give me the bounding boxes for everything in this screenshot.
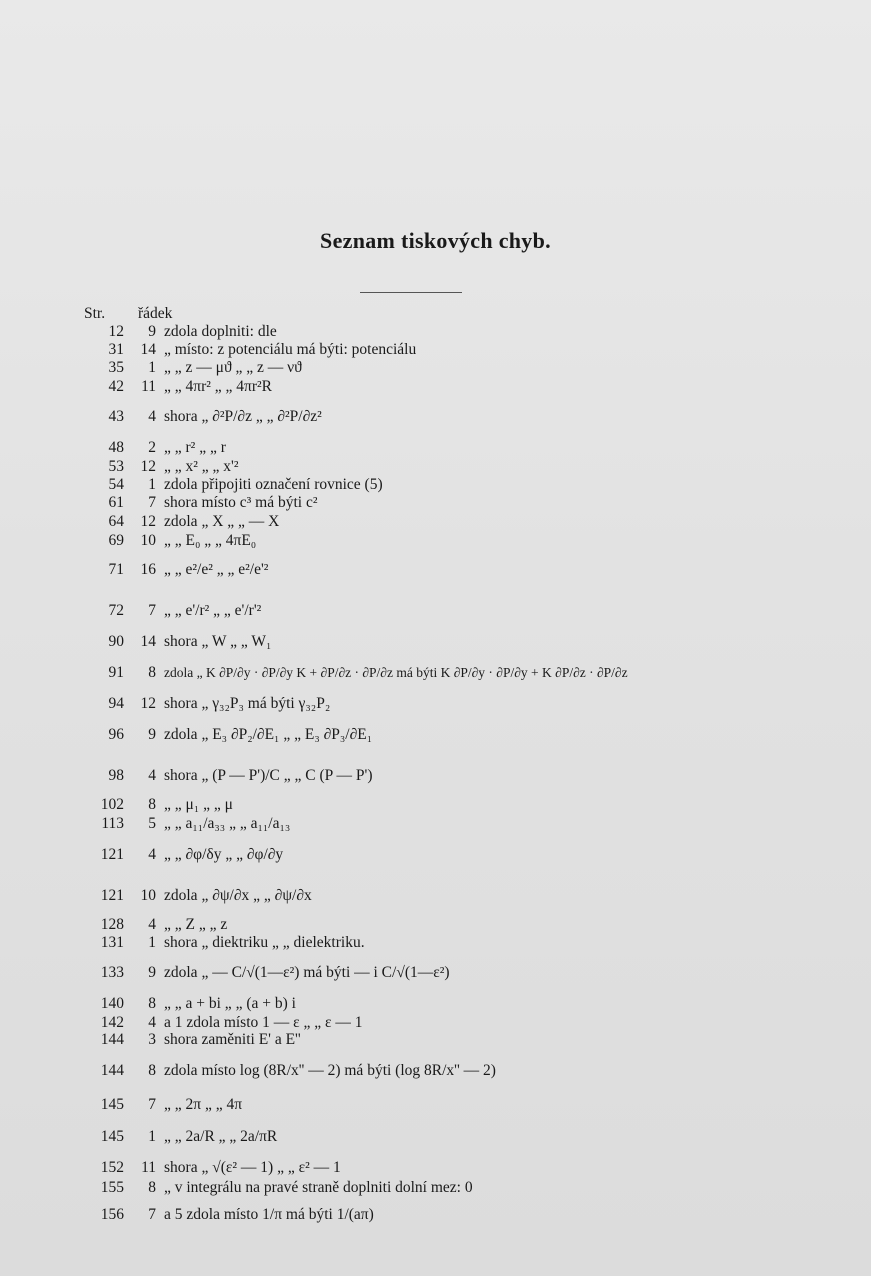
row-line: 4 [148,916,156,933]
row-page: 12 [108,323,124,340]
row-text: „ „ 4πr² „ „ 4πr²R [164,377,273,395]
row-page: 102 [100,796,124,813]
table-row [84,512,844,531]
table-row [84,1157,844,1179]
row-text: zdola místo log (8R/x'' — 2) má býti (log 8R/x'' — 2) [164,1062,496,1079]
row-page: 140 [100,995,124,1012]
row-line: 7 [148,602,156,619]
row-page: 42 [108,377,124,395]
row-page: 72 [108,602,124,619]
row-line: 1 [148,934,156,951]
row-page: 69 [108,531,124,549]
row-text: shora „ diektriku „ „ dielektriku. [164,934,365,951]
row-text: zdola „ E₃ ∂P₂/∂E₁ „ „ E₃ ∂P₃/∂E₁ [164,726,373,743]
table-row [84,994,844,1014]
table-row [84,1014,844,1031]
table-row [84,341,844,359]
table-row [84,1117,844,1157]
row-page: 90 [108,633,124,650]
table-row [84,494,844,512]
row-page: 43 [108,408,124,425]
row-page: 152 [100,1159,124,1176]
row-line: 1 [148,1128,156,1145]
row-line: 10 [140,887,156,904]
row-line: 1 [148,476,156,493]
row-line: 4 [148,1013,156,1031]
row-line: 8 [148,995,156,1012]
row-page: 31 [108,341,124,358]
row-page: 35 [108,359,124,376]
row-page: 48 [108,438,124,456]
row-page: 131 [100,934,124,951]
table-row [84,796,844,814]
row-page: 94 [108,695,124,712]
row-line: 9 [148,726,156,743]
row-line: 5 [148,815,156,832]
row-page: 71 [108,561,124,578]
row-line: 4 [148,767,156,784]
row-line: 4 [148,846,156,863]
row-text: „ „ a + bi „ „ (a + b) i [164,995,296,1012]
row-line: 10 [140,531,156,549]
row-text: „ „ μ₁ „ „ μ [164,796,233,813]
row-text: „ „ z — μϑ „ „ z — νϑ [164,359,302,376]
row-page: 113 [101,815,124,832]
row-text: shora „ (P — P')/C „ „ C (P — P') [164,767,373,784]
table-row [84,377,844,396]
table-row [84,756,844,796]
table-row [84,652,844,694]
table-row [84,531,844,550]
row-line: 1 [148,359,156,376]
row-text: shora „ γ₃₂P₃ má býti γ₃₂P₂ [164,695,331,712]
table-row [84,1093,844,1117]
table-row [84,323,844,341]
row-text: zdola „ X „ „ — X [164,512,280,530]
row-text: shora „ √(ε² — 1) „ „ ε² — 1 [164,1159,341,1176]
row-line: 16 [140,561,156,578]
row-text: shora „ W „ „ W₁ [164,633,272,650]
header-line: řádek [138,305,173,322]
row-page: 96 [108,726,124,743]
row-text: zdola „ ∂ψ/∂x „ „ ∂ψ/∂x [164,887,312,904]
row-page: 144 [100,1062,124,1079]
row-text: shora zaměniti E' a E'' [164,1031,301,1048]
table-row [84,1197,844,1233]
row-text: shora „ ∂²P/∂z „ „ ∂²P/∂z² [164,408,322,425]
row-text: „ „ e'/r² „ „ e'/r'² [164,602,262,619]
row-text: „ „ r² „ „ r [164,438,226,456]
row-text: shora místo c³ má býti c² [164,494,318,511]
row-line: 12 [140,512,156,530]
table-row [84,359,844,377]
page-title: Seznam tiskových chyb. [320,228,551,253]
row-line: 12 [140,457,156,475]
row-text: „ „ 2a/R „ „ 2a/πR [164,1128,278,1145]
row-line: 7 [148,1096,156,1113]
row-line: 14 [140,341,156,358]
row-text: „ „ e²/e² „ „ e²/e'² [164,561,269,578]
row-text: „ „ Z „ „ z [164,916,228,933]
row-text: „ v integrálu na pravé straně doplniti dolní mez: 0 [164,1179,473,1196]
errata-table [84,305,844,1233]
row-line: 14 [140,633,156,650]
row-page: 156 [100,1206,124,1223]
row-line: 7 [148,1206,156,1223]
table-row [84,550,844,590]
row-line: 7 [148,494,156,511]
row-text: „ „ x² „ „ x'² [164,457,239,475]
table-row [84,694,844,714]
table-row [84,1049,844,1093]
table-row [84,632,844,652]
row-text: zdola „ K ∂P/∂y · ∂P/∂y K + ∂P/∂z · ∂P/∂z má býti K ∂P/∂y · ∂P/∂y + K ∂P/∂z · ∂P/∂z [164,665,628,680]
row-line: 8 [148,1062,156,1079]
row-line: 8 [148,1179,156,1196]
table-row [84,457,844,476]
row-text: „ místo: z potenciálu má býti: potenciálu [164,341,417,358]
table-row [84,952,844,994]
row-line: 9 [148,964,156,981]
row-page: 155 [100,1179,124,1196]
table-row [84,714,844,756]
table-row [84,876,844,916]
table-row [84,438,844,457]
row-text: „ „ ∂φ/δy „ „ ∂φ/∂y [164,846,284,863]
table-row [84,476,844,494]
row-text: a 5 zdola místo 1/π má býti 1/(aπ) [164,1206,374,1223]
row-page: 91 [108,664,124,681]
row-line: 9 [148,323,156,340]
row-text: zdola „ — C/√(1—ε²) má býti — i C/√(1—ε²) [164,964,450,981]
table-row [84,934,844,952]
row-text: „ „ 2π „ „ 4π [164,1096,243,1113]
row-text: zdola připojiti označení rovnice (5) [164,476,383,493]
header-page: Str. [84,305,106,322]
table-row [84,590,844,632]
title-divider [360,292,462,293]
row-line: 11 [141,377,156,395]
row-page: 64 [108,512,124,530]
row-text: „ „ E₀ „ „ 4πE₀ [164,531,257,549]
row-page: 53 [108,457,124,475]
table-row [84,834,844,876]
table-header [84,305,844,323]
row-page: 54 [108,476,124,493]
row-line: 11 [141,1159,156,1176]
row-line: 4 [148,408,156,425]
table-row [84,814,844,834]
row-page: 133 [100,964,124,981]
row-line: 8 [148,664,156,681]
table-row [84,916,844,934]
table-row [84,1179,844,1197]
row-page: 121 [100,887,124,904]
row-line: 12 [140,695,156,712]
row-text: „ „ a₁₁/a₃₃ „ „ a₁₁/a₁₃ [164,815,291,832]
row-text: a 1 zdola místo 1 — ε „ „ ε — 1 [164,1013,363,1031]
row-page: 98 [108,767,124,784]
row-text: zdola doplniti: dle [164,323,277,340]
row-page: 145 [100,1096,124,1113]
row-line: 2 [148,438,156,456]
row-page: 144 [100,1031,124,1048]
row-page: 61 [108,494,124,511]
row-line: 3 [148,1031,156,1048]
table-row [84,1031,844,1049]
table-row [84,396,844,438]
row-page: 121 [100,846,124,863]
row-page: 142 [100,1013,124,1031]
row-line: 8 [148,796,156,813]
row-page: 145 [100,1128,124,1145]
row-page: 128 [100,916,124,933]
